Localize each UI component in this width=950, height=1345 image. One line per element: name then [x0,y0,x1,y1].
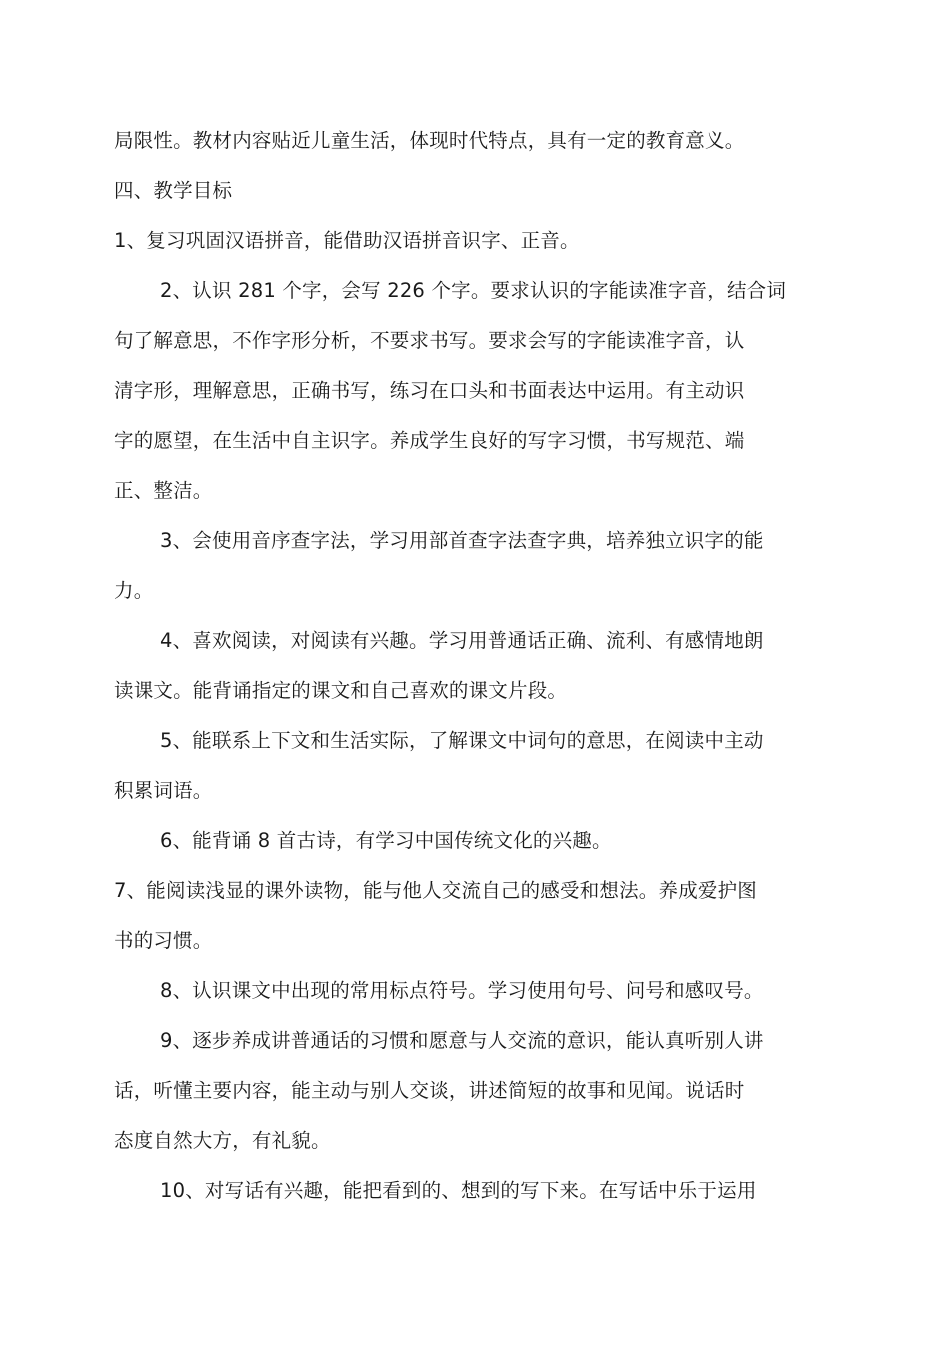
text-line-21: 态度自然大方，有礼貌。 [114,1129,331,1152]
text-line-22: 10、对写话有兴趣，能把看到的、想到的写下来。在写话中乐于运用 [160,1179,757,1202]
text-line-3: 1、复习巩固汉语拼音，能借助汉语拼音识字、正音。 [114,229,580,252]
text-line-16: 7、能阅读浅显的课外读物，能与他人交流自己的感受和想法。养成爱护图 [114,879,758,902]
text-line-13: 5、能联系上下文和生活实际，了解课文中词句的意思，在阅读中主动 [160,729,764,752]
text-line-10: 力。 [114,579,154,602]
text-line-20: 话，听懂主要内容，能主动与别人交谈，讲述简短的故事和见闻。说话时 [114,1079,745,1102]
text-line-12: 读课文。能背诵指定的课文和自己喜欢的课文片段。 [114,679,568,702]
text-line-18: 8、认识课文中出现的常用标点符号。学习使用句号、问号和感叹号。 [160,979,764,1002]
text-line-15: 6、能背诵 8 首古诗，有学习中国传统文化的兴趣。 [160,829,612,852]
text-line-4: 2、认识 281 个字，会写 226 个字。要求认识的字能读准字音，结合词 [160,279,787,302]
text-line-9: 3、会使用音序查字法，学习用部首查字法查字典，培养独立识字的能 [160,529,764,552]
text-line-19: 9、逐步养成讲普通话的习惯和愿意与人交流的意识，能认真听别人讲 [160,1029,764,1052]
text-line-5: 句了解意思，不作字形分析，不要求书写。要求会写的字能读准字音，认 [114,329,745,352]
text-line-14: 积累词语。 [114,779,213,802]
text-line-11: 4、喜欢阅读，对阅读有兴趣。学习用普通话正确、流利、有感情地朗 [160,629,764,652]
text-line-8: 正、整洁。 [114,479,213,502]
text-line-6: 清字形，理解意思，正确书写，练习在口头和书面表达中运用。有主动识 [114,379,745,402]
text-line-17: 书的习惯。 [114,929,213,952]
section-heading: 四、教学目标 [114,179,233,202]
text-line-7: 字的愿望，在生活中自主识字。养成学生良好的写字习惯，书写规范、端 [114,429,745,452]
text-line-1: 局限性。教材内容贴近儿童生活，体现时代特点，具有一定的教育意义。 [114,129,745,152]
